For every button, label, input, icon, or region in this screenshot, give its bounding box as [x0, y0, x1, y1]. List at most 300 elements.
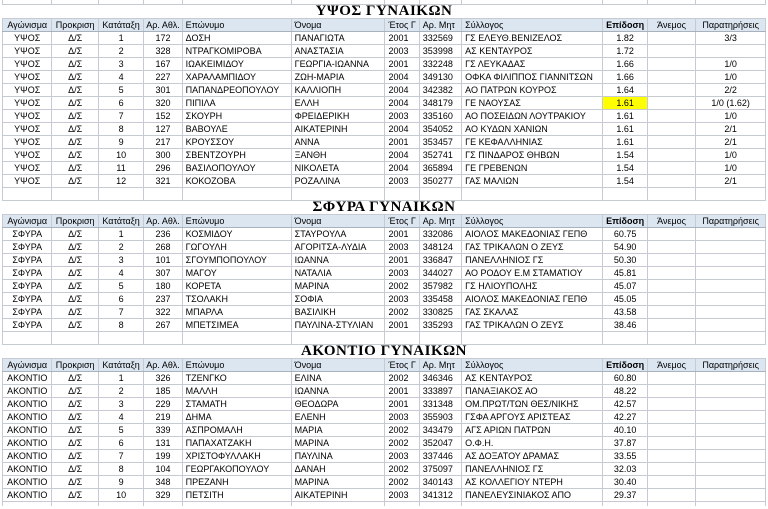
cell-surname: ΣΤΑΜΑΤΗ — [182, 398, 291, 411]
cell-rank: 12 — [98, 175, 143, 188]
cell-firstname: ΓΕΩΡΓΙΑ-ΙΩΑΝΝΑ — [291, 58, 385, 71]
cell-rank: 5 — [98, 424, 143, 437]
column-header-bib: Αρ. Αθλ. — [144, 19, 182, 32]
cell-bib: 301 — [144, 84, 182, 97]
cell-surname: ΠΑΠΑΝΔΡΕΟΠΟΥΛΟΥ — [182, 84, 291, 97]
cell-wind — [647, 398, 695, 411]
cell-qual: Δ/Σ — [52, 372, 98, 385]
column-header-row — [3, 215, 766, 228]
empty-cell — [182, 332, 291, 345]
cell-reg: 348124 — [419, 241, 461, 254]
table-row — [3, 97, 766, 110]
cell-qual: Δ/Σ — [52, 228, 98, 241]
cell-club: ΑΣ ΔΟΞΑΤΟΥ ΔΡΑΜΑΣ — [462, 450, 603, 463]
cell-event: ΥΨΟΣ — [3, 136, 52, 149]
column-header-row — [3, 19, 766, 32]
cell-remarks — [696, 476, 766, 489]
cell-remarks — [696, 463, 766, 476]
table-title: ΑΚΟΝΤΙΟ ΓΥΝΑΙΚΩΝ — [300, 343, 467, 359]
cell-bib: 300 — [144, 149, 182, 162]
cell-surname: ΧΑΡΑΛΑΜΠΙΔΟΥ — [182, 71, 291, 84]
cell-remarks: 1/0 — [696, 110, 766, 123]
cell-reg: 357982 — [419, 280, 461, 293]
empty-cell — [603, 188, 647, 201]
cell-firstname: ΜΑΡΙΝΑ — [291, 476, 385, 489]
cell-mark: 1.61 — [603, 110, 647, 123]
cell-rank: 6 — [98, 293, 143, 306]
cell-club: ΟΜ.ΠΡΩΤ/ΤΩΝ ΘΕΣ/ΝΙΚΗΣ — [462, 398, 603, 411]
column-header-event: Αγώνισμα — [3, 215, 52, 228]
cell-club: ΑΟ ΡΟΔΟΥ Ε.Μ ΣΤΑΜΑΤΙΟΥ — [462, 267, 603, 280]
cell-surname: ΒΑΣΙΛΟΠΟΥΛΟΥ — [182, 162, 291, 175]
cell-firstname: ΑΙΚΑΤΕΡΙΝΗ — [291, 123, 385, 136]
empty-cell — [603, 332, 647, 345]
column-header-firstname: Όνομα — [291, 359, 385, 372]
cell-bib: 321 — [144, 175, 182, 188]
cell-rank: 3 — [98, 398, 143, 411]
cell-club: ΑΟ ΚΥΔΩΝ ΧΑΝΙΩΝ — [462, 123, 603, 136]
cell-rank: 11 — [98, 162, 143, 175]
cell-surname: ΒΑΒΟΥΛΕ — [182, 123, 291, 136]
cell-qual: Δ/Σ — [52, 32, 98, 45]
cell-year: 2002 — [385, 437, 419, 450]
column-header-mark: Επίδοση — [603, 215, 647, 228]
cell-wind — [647, 424, 695, 437]
column-header-wind: Άνεμος — [647, 19, 695, 32]
cell-bib: 307 — [144, 267, 182, 280]
cell-event: ΣΦΥΡΑ — [3, 267, 52, 280]
cell-firstname: ΜΑΡΙΝΑ — [291, 437, 385, 450]
cell-firstname: ΝΑΤΑΛΙΑ — [291, 267, 385, 280]
cell-bib: 172 — [144, 32, 182, 45]
cell-bib: 180 — [144, 280, 182, 293]
empty-cell — [144, 502, 182, 507]
table-row — [3, 241, 766, 254]
empty-cell — [144, 332, 182, 345]
cell-qual: Δ/Σ — [52, 398, 98, 411]
cell-firstname: ΣΟΦΙΑ — [291, 293, 385, 306]
cell-mark: 1.54 — [603, 175, 647, 188]
cell-wind — [647, 293, 695, 306]
cell-firstname: ΜΑΡΙΑ — [291, 424, 385, 437]
column-header-wind: Άνεμος — [647, 215, 695, 228]
cell-firstname: ΣΤΑΥΡΟΥΛΑ — [291, 228, 385, 241]
title-cell — [3, 5, 766, 19]
cell-club: ΓΕ ΚΕΦΑΛΛΗΝΙΑΣ — [462, 136, 603, 149]
cell-club: ΓΕ ΝΑΟΥΣΑΣ — [462, 97, 603, 110]
cell-club: ΑΙΟΛΟΣ ΜΑΚΕΔΟΝΙΑΣ ΓΕΠΘ — [462, 293, 603, 306]
cell-bib: 152 — [144, 110, 182, 123]
cell-qual: Δ/Σ — [52, 476, 98, 489]
cell-club: ΓΣ ΕΛΕΥΘ.ΒΕΝΙΖΕΛΟΣ — [462, 32, 603, 45]
cell-club: ΑΟ ΠΑΤΡΩΝ ΚΟΥΡΟΣ — [462, 84, 603, 97]
cell-reg: 349130 — [419, 71, 461, 84]
table-row — [3, 175, 766, 188]
cell-remarks: 1/0 — [696, 58, 766, 71]
column-header-reg: Αρ. Μητ — [419, 19, 461, 32]
cell-event: ΥΨΟΣ — [3, 162, 52, 175]
column-header-event: Αγώνισμα — [3, 359, 52, 372]
cell-mark: 42.27 — [603, 411, 647, 424]
cell-mark: 42.57 — [603, 398, 647, 411]
cell-year: 2004 — [385, 162, 419, 175]
cell-reg: 332569 — [419, 32, 461, 45]
cell-remarks: 1/0 (1.62) — [696, 97, 766, 110]
cell-year: 2003 — [385, 110, 419, 123]
cell-qual: Δ/Σ — [52, 306, 98, 319]
cell-event: ΥΨΟΣ — [3, 149, 52, 162]
cell-surname: ΧΡΙΣΤΟΦΥΛΛΑΚΗ — [182, 450, 291, 463]
table-row — [3, 254, 766, 267]
cell-mark: 50.30 — [603, 254, 647, 267]
cell-mark: 29.37 — [603, 489, 647, 502]
cell-year: 2001 — [385, 32, 419, 45]
cell-club: ΓΣ ΠΙΝΔΑΡΟΣ ΘΗΒΩΝ — [462, 149, 603, 162]
cell-qual: Δ/Σ — [52, 149, 98, 162]
cell-remarks — [696, 450, 766, 463]
cell-surname: ΣΓΟΥΜΠΟΠΟΥΛΟΥ — [182, 254, 291, 267]
cell-event: ΣΦΥΡΑ — [3, 228, 52, 241]
column-header-rank: Κατάταξη — [98, 359, 143, 372]
cell-mark: 1.72 — [603, 45, 647, 58]
cell-remarks — [696, 424, 766, 437]
cell-rank: 3 — [98, 58, 143, 71]
cell-event: ΥΨΟΣ — [3, 110, 52, 123]
cell-bib: 101 — [144, 254, 182, 267]
cell-bib: 167 — [144, 58, 182, 71]
empty-cell — [385, 502, 419, 507]
cell-surname: ΤΖΕΝΓΚΟ — [182, 372, 291, 385]
cell-bib: 322 — [144, 306, 182, 319]
cell-wind — [647, 84, 695, 97]
table-row — [3, 437, 766, 450]
cell-firstname: ΕΛΛΗ — [291, 97, 385, 110]
cell-rank: 6 — [98, 97, 143, 110]
cell-club: ΑΟ ΠΟΣΕΙΔΩΝ ΛΟΥΤΡΑΚΙΟΥ — [462, 110, 603, 123]
cell-wind — [647, 280, 695, 293]
cell-remarks — [696, 411, 766, 424]
cell-remarks — [696, 306, 766, 319]
cell-year: 2002 — [385, 372, 419, 385]
column-header-mark: Επίδοση — [603, 19, 647, 32]
cell-mark: 1.82 — [603, 32, 647, 45]
cell-qual: Δ/Σ — [52, 175, 98, 188]
cell-remarks — [696, 267, 766, 280]
cell-rank: 9 — [98, 136, 143, 149]
table-row — [3, 385, 766, 398]
cell-mark: 54.90 — [603, 241, 647, 254]
cell-wind — [647, 110, 695, 123]
cell-surname: ΠΑΠΑΧΑΤΖΑΚΗ — [182, 437, 291, 450]
table-row — [3, 71, 766, 84]
cell-reg: 350277 — [419, 175, 461, 188]
cell-event: ΑΚΟΝΤΙΟ — [3, 385, 52, 398]
cell-event: ΣΦΥΡΑ — [3, 306, 52, 319]
cell-rank: 10 — [98, 149, 143, 162]
cell-qual: Δ/Σ — [52, 45, 98, 58]
cell-rank: 2 — [98, 385, 143, 398]
cell-year: 2003 — [385, 293, 419, 306]
cell-bib: 185 — [144, 385, 182, 398]
cell-surname: ΚΟΚΟΖΟΒΑ — [182, 175, 291, 188]
cell-year: 2002 — [385, 476, 419, 489]
cell-qual: Δ/Σ — [52, 424, 98, 437]
column-header-reg: Αρ. Μητ — [419, 359, 461, 372]
cell-bib: 348 — [144, 476, 182, 489]
cell-remarks — [696, 319, 766, 332]
cell-year: 2001 — [385, 58, 419, 71]
cell-mark: 43.58 — [603, 306, 647, 319]
table-title: ΥΨΟΣ ΓΥΝΑΙΚΩΝ — [315, 3, 453, 19]
cell-surname: ΔΗΜΑ — [182, 411, 291, 424]
cell-club: ΠΑΝΕΛΛΗΝΙΟΣ ΓΣ — [462, 463, 603, 476]
cell-event: ΑΚΟΝΤΙΟ — [3, 450, 52, 463]
empty-cell — [696, 188, 766, 201]
cell-surname: ΣΚΟΥΡΗ — [182, 110, 291, 123]
empty-cell — [52, 332, 98, 345]
cell-rank: 10 — [98, 489, 143, 502]
cell-club: ΓΑΣ ΤΡΙΚΑΛΩΝ Ο ΖΕΥΣ — [462, 241, 603, 254]
table-row — [3, 149, 766, 162]
cell-year: 2004 — [385, 97, 419, 110]
cell-qual: Δ/Σ — [52, 280, 98, 293]
cell-firstname: ΝΙΚΟΛΕΤΑ — [291, 162, 385, 175]
empty-cell — [462, 188, 603, 201]
cell-wind — [647, 450, 695, 463]
cell-mark: 38.46 — [603, 319, 647, 332]
table-row — [3, 463, 766, 476]
cell-wind — [647, 123, 695, 136]
cell-event: ΥΨΟΣ — [3, 45, 52, 58]
cell-qual: Δ/Σ — [52, 97, 98, 110]
cell-remarks: 2/1 — [696, 136, 766, 149]
empty-cell — [144, 188, 182, 201]
cell-firstname: ΘΕΟΔΩΡΑ — [291, 398, 385, 411]
table-row — [3, 476, 766, 489]
cell-rank: 7 — [98, 306, 143, 319]
cell-qual: Δ/Σ — [52, 267, 98, 280]
cell-event: ΣΦΥΡΑ — [3, 254, 52, 267]
column-header-year: Έτος Γ — [385, 215, 419, 228]
empty-cell — [52, 502, 98, 507]
cell-rank: 7 — [98, 450, 143, 463]
cell-firstname: ΔΑΝΑΗ — [291, 463, 385, 476]
cell-mark: 1.54 — [603, 149, 647, 162]
cell-qual: Δ/Σ — [52, 489, 98, 502]
table-row — [3, 267, 766, 280]
cell-reg: 344027 — [419, 267, 461, 280]
empty-cell — [98, 332, 143, 345]
cell-rank: 8 — [98, 463, 143, 476]
cell-club: ΓΑΣ ΜΑΛΙΩΝ — [462, 175, 603, 188]
cell-club: Ο.Φ.Η. — [462, 437, 603, 450]
column-header-club: Σύλλογος — [462, 19, 603, 32]
cell-reg: 335293 — [419, 319, 461, 332]
cell-surname: ΚΟΣΜΙΔΟΥ — [182, 228, 291, 241]
cell-qual: Δ/Σ — [52, 293, 98, 306]
cell-event: ΥΨΟΣ — [3, 97, 52, 110]
cell-mark: 1.61 — [603, 123, 647, 136]
cell-year: 2003 — [385, 450, 419, 463]
cell-club: ΓΑΣ ΤΡΙΚΑΛΩΝ Ο ΖΕΥΣ — [462, 319, 603, 332]
cell-qual: Δ/Σ — [52, 463, 98, 476]
cell-year: 2001 — [385, 398, 419, 411]
cell-remarks: 1/0 — [696, 162, 766, 175]
cell-event: ΑΚΟΝΤΙΟ — [3, 398, 52, 411]
cell-qual: Δ/Σ — [52, 136, 98, 149]
cell-rank: 3 — [98, 254, 143, 267]
cell-club: ΠΑΝΕΛΛΗΝΙΟΣ ΓΣ — [462, 254, 603, 267]
cell-mark: 48.22 — [603, 385, 647, 398]
cell-event: ΥΨΟΣ — [3, 58, 52, 71]
cell-bib: 326 — [144, 372, 182, 385]
cell-mark: 32.03 — [603, 463, 647, 476]
cell-year: 2003 — [385, 267, 419, 280]
cell-year: 2003 — [385, 45, 419, 58]
cell-firstname: ΚΑΛΛΙΟΠΗ — [291, 84, 385, 97]
cell-mark: 30.40 — [603, 476, 647, 489]
cell-year: 2002 — [385, 280, 419, 293]
cell-event: ΣΦΥΡΑ — [3, 319, 52, 332]
cell-event: ΥΨΟΣ — [3, 175, 52, 188]
empty-cell — [647, 502, 695, 507]
column-header-club: Σύλλογος — [462, 359, 603, 372]
cell-rank: 7 — [98, 110, 143, 123]
column-header-bib: Αρ. Αθλ. — [144, 215, 182, 228]
cell-rank: 8 — [98, 123, 143, 136]
cell-firstname: ΞΑΝΘΗ — [291, 149, 385, 162]
cell-reg: 336847 — [419, 254, 461, 267]
cell-event: ΣΦΥΡΑ — [3, 241, 52, 254]
cell-firstname: ΡΟΖΑΛΙΝΑ — [291, 175, 385, 188]
cell-wind — [647, 97, 695, 110]
column-header-surname: Επώνυμο — [182, 19, 291, 32]
cell-club: ΑΣ ΚΕΝΤΑΥΡΟΣ — [462, 45, 603, 58]
cell-qual: Δ/Σ — [52, 254, 98, 267]
cell-reg: 342382 — [419, 84, 461, 97]
cell-year: 2001 — [385, 136, 419, 149]
cell-surname: ΤΣΟΛΑΚΗ — [182, 293, 291, 306]
cell-event: ΥΨΟΣ — [3, 84, 52, 97]
cell-bib: 237 — [144, 293, 182, 306]
cell-reg: 330825 — [419, 306, 461, 319]
cell-mark: 45.07 — [603, 280, 647, 293]
cell-mark: 33.55 — [603, 450, 647, 463]
column-header-bib: Αρ. Αθλ. — [144, 359, 182, 372]
column-header-rank: Κατάταξη — [98, 19, 143, 32]
cell-year: 2002 — [385, 424, 419, 437]
cell-reg: 352741 — [419, 149, 461, 162]
cell-reg: 365894 — [419, 162, 461, 175]
column-header-qual: Προκριση — [52, 215, 98, 228]
cell-wind — [647, 267, 695, 280]
cell-bib: 236 — [144, 228, 182, 241]
cell-mark: 1.66 — [603, 71, 647, 84]
table-row — [3, 32, 766, 45]
cell-wind — [647, 149, 695, 162]
cell-reg: 340143 — [419, 476, 461, 489]
cell-remarks: 1/0 — [696, 149, 766, 162]
cell-rank: 5 — [98, 280, 143, 293]
empty-cell — [3, 188, 52, 201]
column-header-row — [3, 359, 766, 372]
table-row — [3, 398, 766, 411]
cell-mark-highlighted: 1.61 — [603, 97, 647, 110]
column-header-qual: Προκριση — [52, 359, 98, 372]
column-header-year: Έτος Γ — [385, 19, 419, 32]
cell-wind — [647, 254, 695, 267]
cell-rank: 4 — [98, 71, 143, 84]
cell-reg: 346346 — [419, 372, 461, 385]
cell-surname: ΜΠΕΤΣΙΜΕΑ — [182, 319, 291, 332]
cell-remarks — [696, 241, 766, 254]
cell-remarks — [696, 372, 766, 385]
cell-mark: 60.75 — [603, 228, 647, 241]
cell-rank: 1 — [98, 228, 143, 241]
cell-remarks — [696, 385, 766, 398]
cell-club: ΑΓΣ ΑΡΙΩΝ ΠΑΤΡΩΝ — [462, 424, 603, 437]
cell-reg: 335458 — [419, 293, 461, 306]
table-row — [3, 306, 766, 319]
cell-year: 2003 — [385, 175, 419, 188]
cell-qual: Δ/Σ — [52, 58, 98, 71]
table-row — [3, 84, 766, 97]
cell-bib: 217 — [144, 136, 182, 149]
table-row — [3, 372, 766, 385]
cell-club: ΓΣΦΑ ΑΡΓΟΥΣ ΑΡΙΣΤΕΑΣ — [462, 411, 603, 424]
column-header-event: Αγώνισμα — [3, 19, 52, 32]
cell-reg: 337446 — [419, 450, 461, 463]
cell-bib: 219 — [144, 411, 182, 424]
empty-cell — [98, 502, 143, 507]
title-cell — [3, 345, 766, 359]
empty-cell — [182, 502, 291, 507]
cell-surname: ΜΑΛΛΗ — [182, 385, 291, 398]
cell-wind — [647, 175, 695, 188]
cell-rank: 2 — [98, 45, 143, 58]
cell-firstname: ΠΑΥΛΙΝΑ-ΣΤΥΛΙΑΝ — [291, 319, 385, 332]
cell-year: 2003 — [385, 241, 419, 254]
cell-reg: 333897 — [419, 385, 461, 398]
cell-club: ΑΙΟΛΟΣ ΜΑΚΕΔΟΝΙΑΣ ΓΕΠΘ — [462, 228, 603, 241]
cell-bib: 268 — [144, 241, 182, 254]
cell-rank: 1 — [98, 32, 143, 45]
cell-firstname: ΒΑΣΙΛΙΚΗ — [291, 306, 385, 319]
cell-bib: 339 — [144, 424, 182, 437]
empty-cell — [462, 332, 603, 345]
cell-year: 2003 — [385, 489, 419, 502]
cell-reg: 332086 — [419, 228, 461, 241]
cell-wind — [647, 32, 695, 45]
cell-year: 2004 — [385, 123, 419, 136]
column-header-remarks: Παρατηρήσεις — [696, 215, 766, 228]
cell-rank: 4 — [98, 267, 143, 280]
cell-event: ΑΚΟΝΤΙΟ — [3, 372, 52, 385]
cell-surname: ΠΕΤΣΙΤΗ — [182, 489, 291, 502]
cell-reg: 332248 — [419, 58, 461, 71]
cell-wind — [647, 162, 695, 175]
cell-club: ΟΦΚΑ ΦΙΛΙΠΠΟΣ ΓΙΑΝΝΙΤΣΩΝ — [462, 71, 603, 84]
cell-rank: 2 — [98, 241, 143, 254]
empty-cell — [696, 332, 766, 345]
cell-rank: 9 — [98, 476, 143, 489]
column-header-club: Σύλλογος — [462, 215, 603, 228]
cell-event: ΥΨΟΣ — [3, 123, 52, 136]
column-header-rank: Κατάταξη — [98, 215, 143, 228]
cell-remarks: 2/1 — [696, 175, 766, 188]
cell-firstname: ΕΛΙΝΑ — [291, 372, 385, 385]
column-header-remarks: Παρατηρήσεις — [696, 19, 766, 32]
